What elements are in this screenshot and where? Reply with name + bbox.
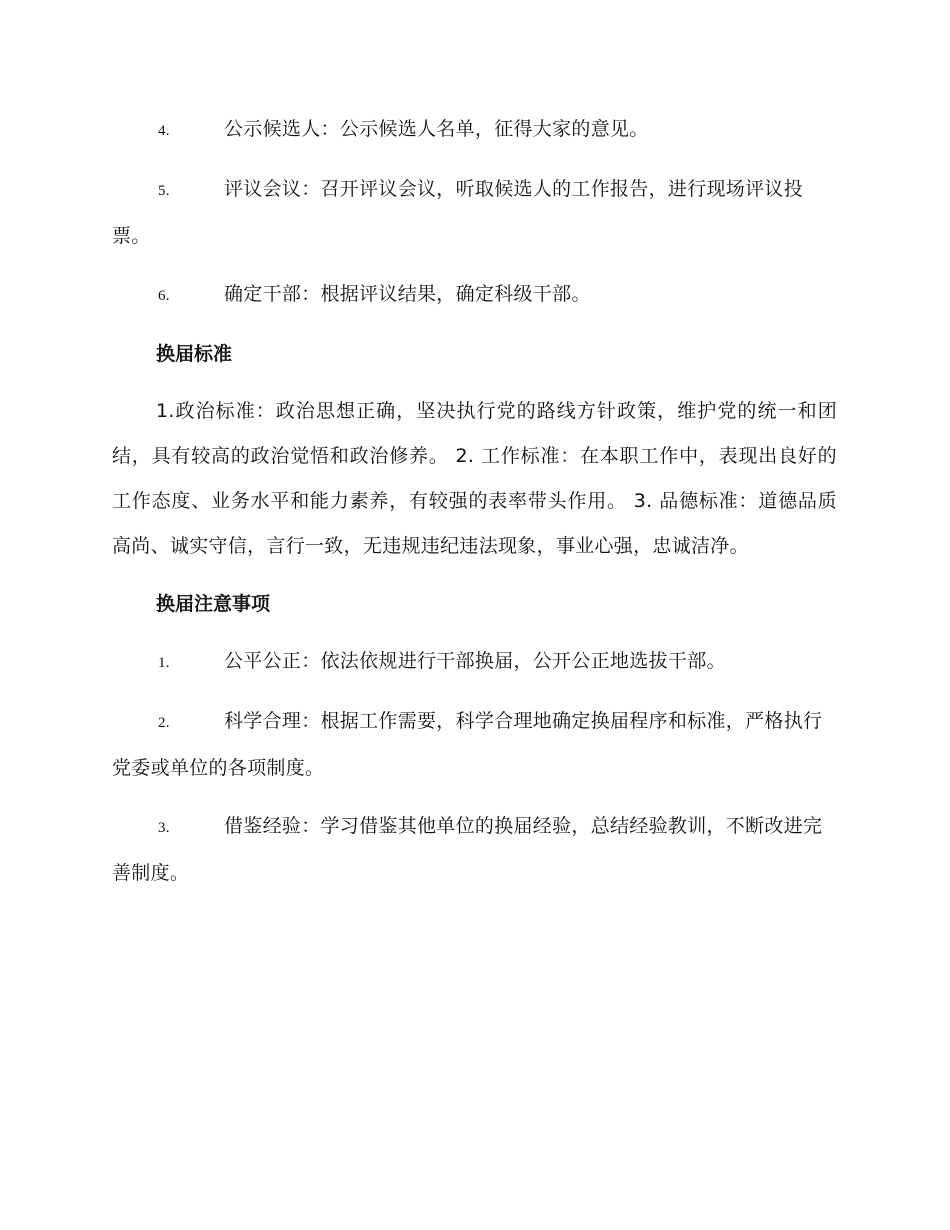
- note-item-1: [112, 639, 837, 686]
- step-text: 评议会议：召开评议会议，听取候选人的工作报告，进行现场评议投票。: [112, 178, 804, 247]
- standards-paragraph: 1.政治标准：政治思想正确，坚决执行党的路线方针政策，维护党的统一和团结，具有较高的政治觉悟和政治修养。 2. 工作标准：在本职工作中，表现出良好的工作态度、业务水平和能力素养，有较强的表率带头作用。 3. 品德标准：道德品质高尚、诚实守信，言行一致，无违规违纪违法现象，事业心强，忠诚洁净。: [112, 400, 837, 557]
- step-number: 5.: [158, 183, 170, 199]
- note-number: 1.: [158, 655, 170, 671]
- note-item-2: [112, 699, 837, 791]
- standards-heading: 换届标准: [156, 343, 233, 365]
- note-text: 科学合理：根据工作需要，科学合理地确定换届程序和标准，严格执行党委或单位的各项制度。: [112, 710, 823, 779]
- document-content: [112, 107, 837, 909]
- notes-heading: 换届注意事项: [156, 593, 271, 615]
- note-item-3: [112, 804, 837, 896]
- step-item-6: [112, 272, 837, 319]
- note-text: 公平公正：依法依规进行干部换届，公开公正地选拔干部。: [224, 650, 726, 672]
- note-number: 2.: [158, 715, 170, 731]
- step-item-4: [112, 107, 837, 154]
- note-number: 3.: [158, 820, 170, 836]
- step-item-5: [112, 167, 837, 259]
- step-number: 4.: [158, 123, 170, 139]
- note-text: 借鉴经验：学习借鉴其他单位的换届经验，总结经验教训，不断改进完善制度。: [112, 815, 823, 884]
- step-number: 6.: [158, 288, 170, 304]
- step-text: 公示候选人：公示候选人名单，征得大家的意见。: [224, 118, 649, 140]
- step-text: 确定干部：根据评议结果，确定科级干部。: [224, 283, 591, 305]
